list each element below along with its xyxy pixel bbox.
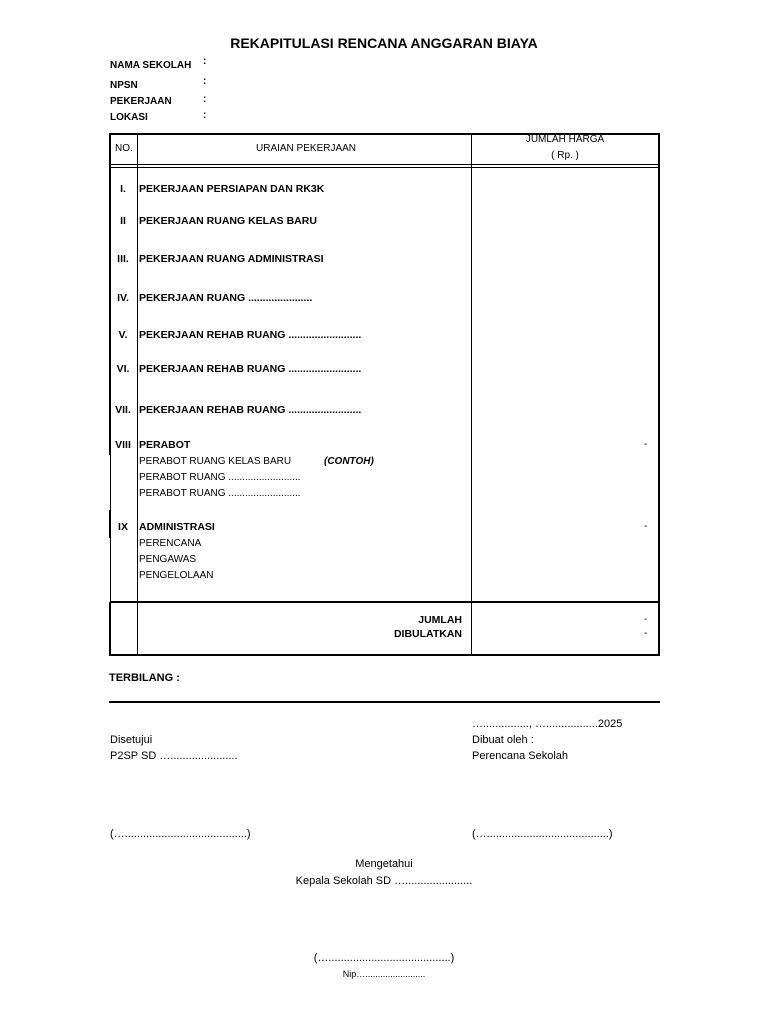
row-description: PEKERJAAN PERSIAPAN DAN RK3K xyxy=(139,183,325,195)
info-label-nama-sekolah: NAMA SEKOLAH xyxy=(110,60,192,71)
info-colon: : xyxy=(203,110,207,121)
info-label-npsn: NPSN xyxy=(110,80,138,91)
principal-title: Kepala Sekolah SD …...................... xyxy=(295,875,473,887)
example-note: (CONTOH) xyxy=(324,456,374,467)
row-number: VI. xyxy=(116,363,130,375)
administrasi-value: - xyxy=(644,521,648,532)
header-separator xyxy=(109,167,660,168)
perabot-value: - xyxy=(644,439,648,450)
info-colon: : xyxy=(203,94,207,105)
perabot-item: PERABOT RUANG .......................... xyxy=(139,472,301,483)
perabot-item: PERABOT RUANG KELAS BARU xyxy=(139,456,292,467)
document-title: REKAPITULASI RENCANA ANGGARAN BIAYA xyxy=(230,35,538,51)
jumlah-value: - xyxy=(644,614,648,625)
prepared-label: Dibuat oleh : xyxy=(472,734,534,746)
info-label-lokasi: LOKASI xyxy=(110,112,148,123)
dibulatkan-value: - xyxy=(644,628,648,639)
preparer-title: Perencana Sekolah xyxy=(472,750,569,762)
header-separator xyxy=(109,164,660,165)
row-number: V. xyxy=(118,329,128,341)
row-number: VIII xyxy=(115,439,131,451)
administrasi-item: PENGAWAS xyxy=(139,554,197,565)
row-number: IV. xyxy=(117,292,129,304)
preparer-name-field: (…........................................) xyxy=(472,828,613,840)
row-description: PEKERJAAN RUANG ...................... xyxy=(139,292,313,304)
column-divider xyxy=(137,133,138,656)
acknowledged-label: Mengetahui xyxy=(355,858,413,870)
info-colon: : xyxy=(203,76,207,87)
approver-title: P2SP SD …...................... xyxy=(110,750,238,762)
header-uraian: URAIAN PEKERJAAN xyxy=(256,143,357,154)
total-separator xyxy=(109,601,660,603)
row-description-perabot: PERABOT xyxy=(139,439,191,451)
approver-name-field: (…........................................) xyxy=(110,828,251,840)
dibulatkan-label: DIBULATKAN xyxy=(393,628,462,640)
approved-label: Disetujui xyxy=(110,734,153,746)
row-number: VII. xyxy=(115,404,131,416)
row-number: IX xyxy=(118,521,128,533)
column-divider xyxy=(471,133,472,656)
administrasi-item: PENGELOLAAN xyxy=(139,570,214,581)
info-colon: : xyxy=(203,56,207,67)
row-number: I. xyxy=(120,183,126,195)
row-description: PEKERJAAN REHAB RUANG ......................... xyxy=(139,363,362,375)
header-jumlah-harga: JUMLAH HARGA xyxy=(525,134,605,145)
row-number: II xyxy=(120,215,126,227)
signature-date: …..............., ….................2025 xyxy=(472,718,623,730)
terbilang-underline xyxy=(109,701,660,703)
row-number: III. xyxy=(117,253,129,265)
principal-name-field: (…........................................) xyxy=(313,952,455,964)
jumlah-label: JUMLAH xyxy=(418,614,462,626)
header-rupiah: ( Rp. ) xyxy=(551,150,579,161)
row-description: PEKERJAAN REHAB RUANG ......................... xyxy=(139,329,362,341)
perabot-item: PERABOT RUANG .......................... xyxy=(139,488,301,499)
row-description: PEKERJAAN RUANG KELAS BARU xyxy=(139,215,317,227)
row-description: PEKERJAAN RUANG ADMINISTRASI xyxy=(139,253,324,265)
row-description-administrasi: ADMINISTRASI xyxy=(139,521,215,533)
header-no: NO. xyxy=(115,143,133,154)
administrasi-item: PERENCANA xyxy=(139,538,202,549)
row-description: PEKERJAAN REHAB RUANG ......................... xyxy=(139,404,362,416)
info-label-pekerjaan: PEKERJAAN xyxy=(110,96,172,107)
terbilang-label: TERBILANG : xyxy=(109,672,180,684)
nip-field: Nip…........................ xyxy=(342,969,426,979)
